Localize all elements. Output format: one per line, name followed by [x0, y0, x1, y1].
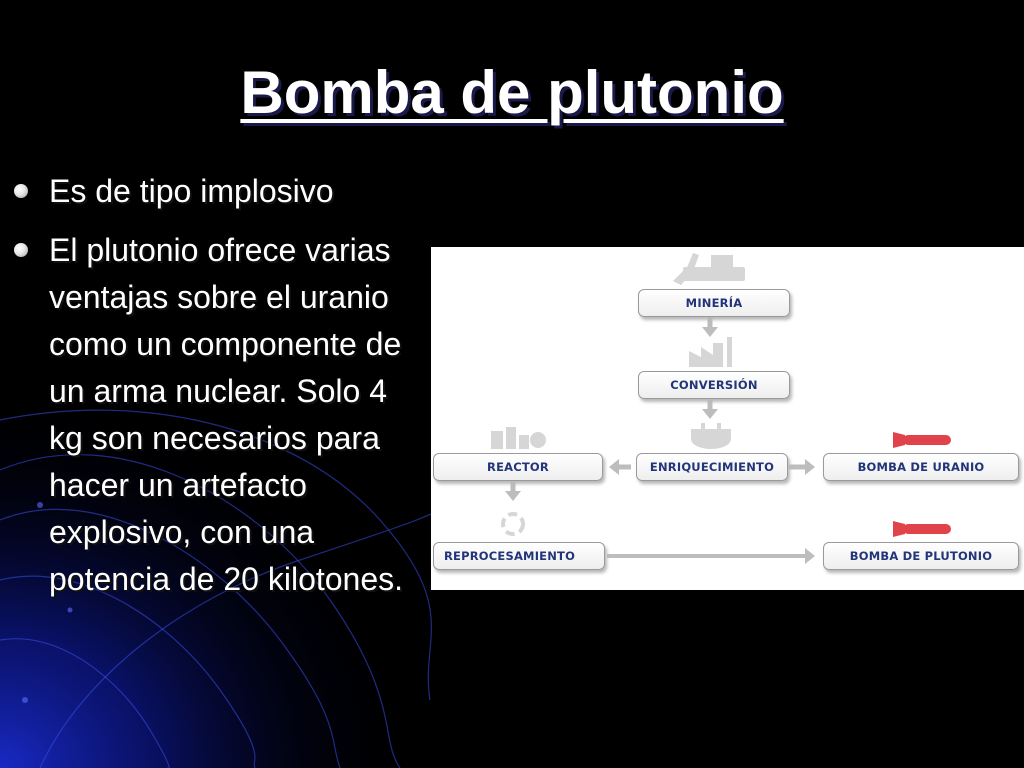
- bullet-list: [14, 168, 414, 615]
- bullet-text: Es de tipo implosivo: [49, 173, 334, 209]
- bullet-item: [14, 227, 414, 603]
- excavator-icon: [673, 253, 745, 285]
- factory-icon: [689, 337, 732, 367]
- node-enriquecimiento: ENRIQUECIMIENTO: [636, 453, 788, 481]
- bullet-text: El plutonio ofrece varias ventajas sobre el uranio como un componente de un arma nuclear. Solo 4 kg son necesarios para hacer un artefacto explosivo, con una potencia de 20 kilotones.: [49, 232, 404, 597]
- node-reprocesamiento: REPROCESAMIENTO: [433, 542, 605, 570]
- node-mineria: MINERÍA: [638, 289, 790, 317]
- node-bomba-uranio: BOMBA DE URANIO: [823, 453, 1019, 481]
- node-conversion: CONVERSIÓN: [638, 371, 790, 399]
- node-bomba-plutonio: BOMBA DE PLUTONIO: [823, 542, 1019, 570]
- centrifuge-icon: [691, 423, 731, 449]
- plutonium-bomb-icon: [893, 521, 951, 537]
- slide-title: Bomba de plutonio: [240, 59, 784, 126]
- recycle-icon: [503, 514, 523, 534]
- node-reactor: REACTOR: [433, 453, 603, 481]
- bullet-item: [14, 168, 414, 215]
- bullet-dot-icon: [14, 184, 28, 198]
- nuclear-fuel-cycle-diagram: [431, 247, 1024, 590]
- reactor-icon: [491, 427, 546, 449]
- bullet-dot-icon: [14, 243, 28, 257]
- uranium-bomb-icon: [893, 432, 951, 448]
- flow-arrows: [505, 317, 815, 564]
